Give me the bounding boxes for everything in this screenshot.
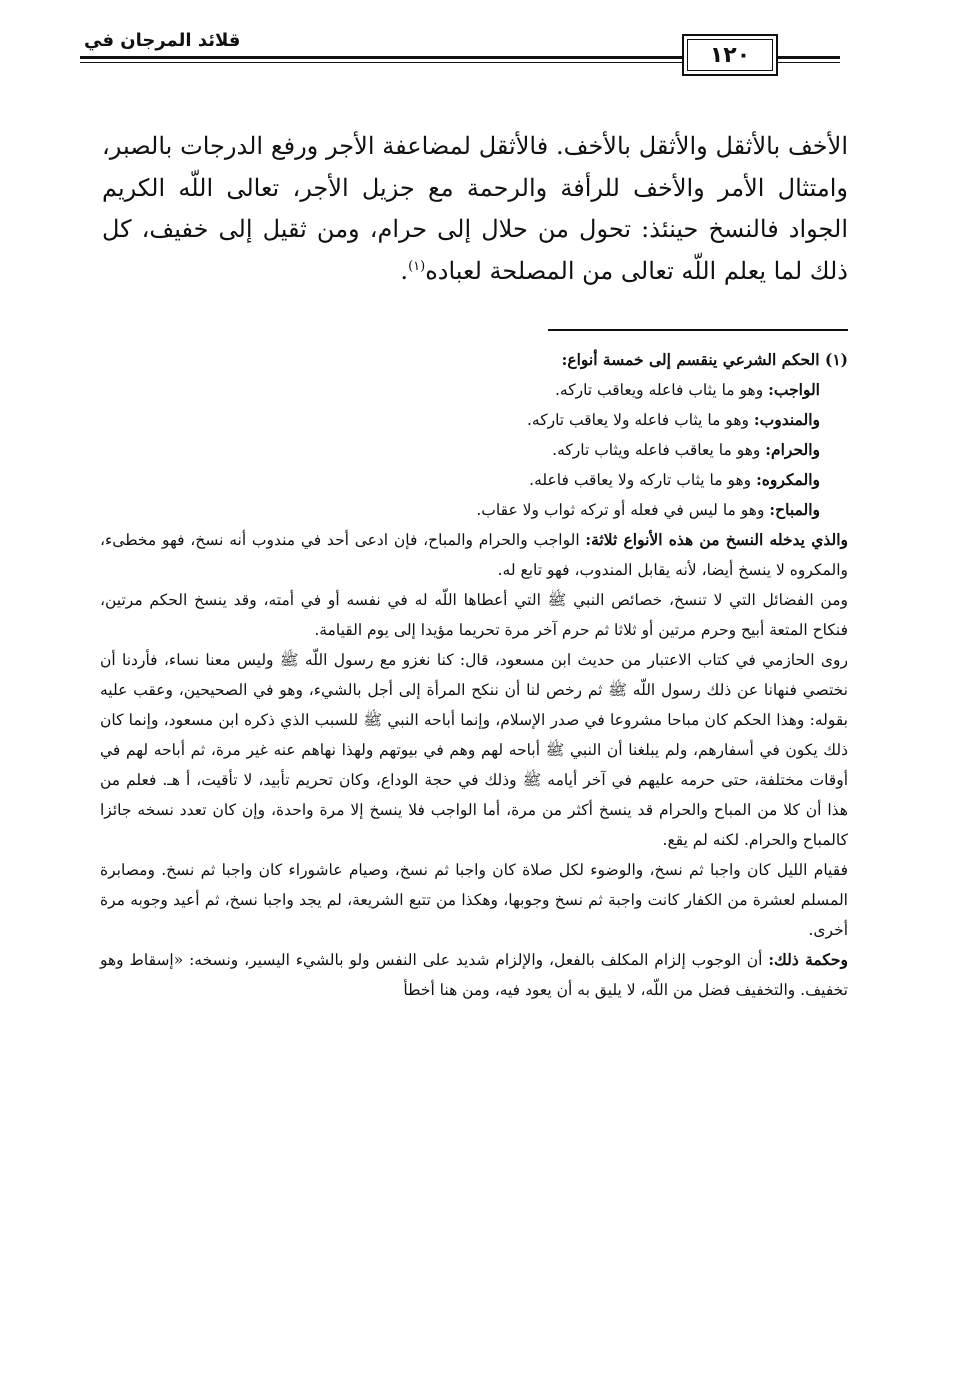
type-term: والمكروه: (756, 470, 820, 489)
page-number: ١٢٠ (682, 34, 778, 76)
type-term: الواجب: (768, 380, 820, 399)
type-text: وهو ما يثاب فاعله ويعاقب تاركه. (554, 381, 769, 399)
footnote-paragraph-wisdom (100, 945, 848, 1005)
type-text: وهو ما ليس في فعله أو تركه ثواب ولا عقاب. (476, 501, 770, 519)
footnotes (100, 345, 848, 1005)
main-paragraph: الأخف بالأثقل والأثقل بالأخف. فالأثقل لمضاعفة الأجر ورفع الدرجات بالصبر، وامتثال الأمر والأخف للرأفة والرحمة مع جزيل الأجر، تعالى اللّه الكريم الجواد فالنسخ حينئذ: تحول من حلال إلى حرام، ومن ثقيل إلى خفيف، كل ذلك لما يعلم اللّه تعالى من المصلحة لعباده$^{(١)}$. (102, 132, 848, 285)
type-text: وهو ما يثاب فاعله ولا يعاقب تاركه. (526, 411, 754, 429)
footnote-paragraph-examples: فقيام الليل كان واجبا ثم نسخ، والوضوء لكل صلاة كان واجبا ثم نسخ، وصيام عاشوراء كان واجبا ثم نسخ. ومصابرة المسلم لعشرة من الكفار كانت واجبة ثم نسخ وجوبها، وهكذا من تتبع الشريعة، لم يجد واجبا نسخ، ثم أعيد وجوبه مرة أخرى. (100, 861, 848, 939)
paragraph-lead: والذي يدخله النسخ من هذه الأنواع ثلاثة: (585, 530, 848, 549)
type-text: وهو ما يثاب تاركه ولا يعاقب فاعله. (529, 471, 757, 489)
paragraph-text: الواجب والحرام والمباح، فإن ادعى أحد في مندوب أنه نسخ، فهو مخطىء، والمكروه لا ينسخ أيضا، لأنه يقابل المندوب، فهو تابع له. (100, 531, 848, 579)
type-term: والمباح: (769, 500, 820, 519)
type-term: والمندوب: (753, 410, 820, 429)
footnote-paragraph-fadail: ومن الفضائل التي لا تنسخ، خصائص النبي ﷺ التي أعطاها اللّه له في نفسه أو في أمته، وقد ينسخ الحكم مرتين، فنكاح المتعة أبيح وحرم مرتين أو ثلاثا ثم حرم آخر مرة تحريما مؤيدا إلى يوم القيامة. (100, 591, 848, 639)
main-text (102, 126, 848, 292)
paragraph-text: أن الوجوب إلزام المكلف بالفعل، والإلزام شديد على النفس ولو بالشيء اليسير، ونسخه: «إسقاط وهو تخفيف. والتخفيف فضل من اللّه، لا يليق به أن يعود فيه، ومن هنا أخطأ (100, 951, 848, 999)
footnote-reference[interactable]: (١) (408, 258, 426, 274)
footnote-intro: (١) الحكم الشرعي ينقسم إلى خمسة أنواع: (561, 350, 848, 369)
footnote-paragraph-hazimi: روى الحازمي في كتاب الاعتبار من حديث ابن مسعود، قال: كنا نغزو مع رسول اللّه ﷺ وليس معنا نساء، فأردنا أن نختصي فنهانا عن ذلك رسول اللّه ﷺ ثم رخص لنا أن ننكح المرأة إلى أجل بالشيء، وهو في الصحيحين، وعقب عليه بقوله: وهذا الحكم كان مباحا مشروعا في صدر الإسلام، وإنما أباحه النبي ﷺ للسبب الذي ذكره ابن مسعود، وإنما كان ذلك يكون في أسفارهم، ولم يبلغنا أن النبي ﷺ أباحه لهم وهم في بيوتهم ولهذا نهاهم عنه غير مرة، ثم أباحه لهم في أوقات مختلفة، حتى حرمه عليهم في آخر أيامه ﷺ وذلك في حجة الوداع، وكان تحريم تأبيد، لا تأقيت، أ هـ. فعلم من هذا أن كلا من المباح والحرام قد ينسخ أكثر من مرة، أما الواجب فلا ينسخ إلا مرة واحدة، وإن كان تعدد نسخه جائزا كالمباح والحرام. لكنه لم يقع. (100, 651, 848, 849)
type-mandub (100, 405, 848, 435)
main-paragraph-text: الأخف بالأثقل والأثقل بالأخف. فالأثقل لمضاعفة الأجر ورفع الدرجات بالصبر، وامتثال الأمر والأخف للرأفة والرحمة مع جزيل الأجر، تعالى اللّه الكريم الجواد فالنسخ حينئذ: تحول من حلال إلى حرام، ومن ثقيل إلى خفيف، كل ذلك لما يعلم اللّه تعالى من المصلحة لعباده (102, 132, 848, 285)
type-term: والحرام: (765, 440, 820, 459)
footnote-divider (548, 329, 848, 331)
type-makruh (100, 465, 848, 495)
type-haram (100, 435, 848, 465)
type-wajib (100, 375, 848, 405)
book-title: قلائد المرجان في (80, 30, 244, 53)
paragraph-lead: وحكمة ذلك: (768, 950, 848, 969)
type-text: وهو ما يعاقب فاعله ويثاب تاركه. (552, 441, 766, 459)
footnote-paragraph-naskh-types (100, 525, 848, 585)
type-mubah (100, 495, 848, 525)
page-header (80, 26, 840, 78)
